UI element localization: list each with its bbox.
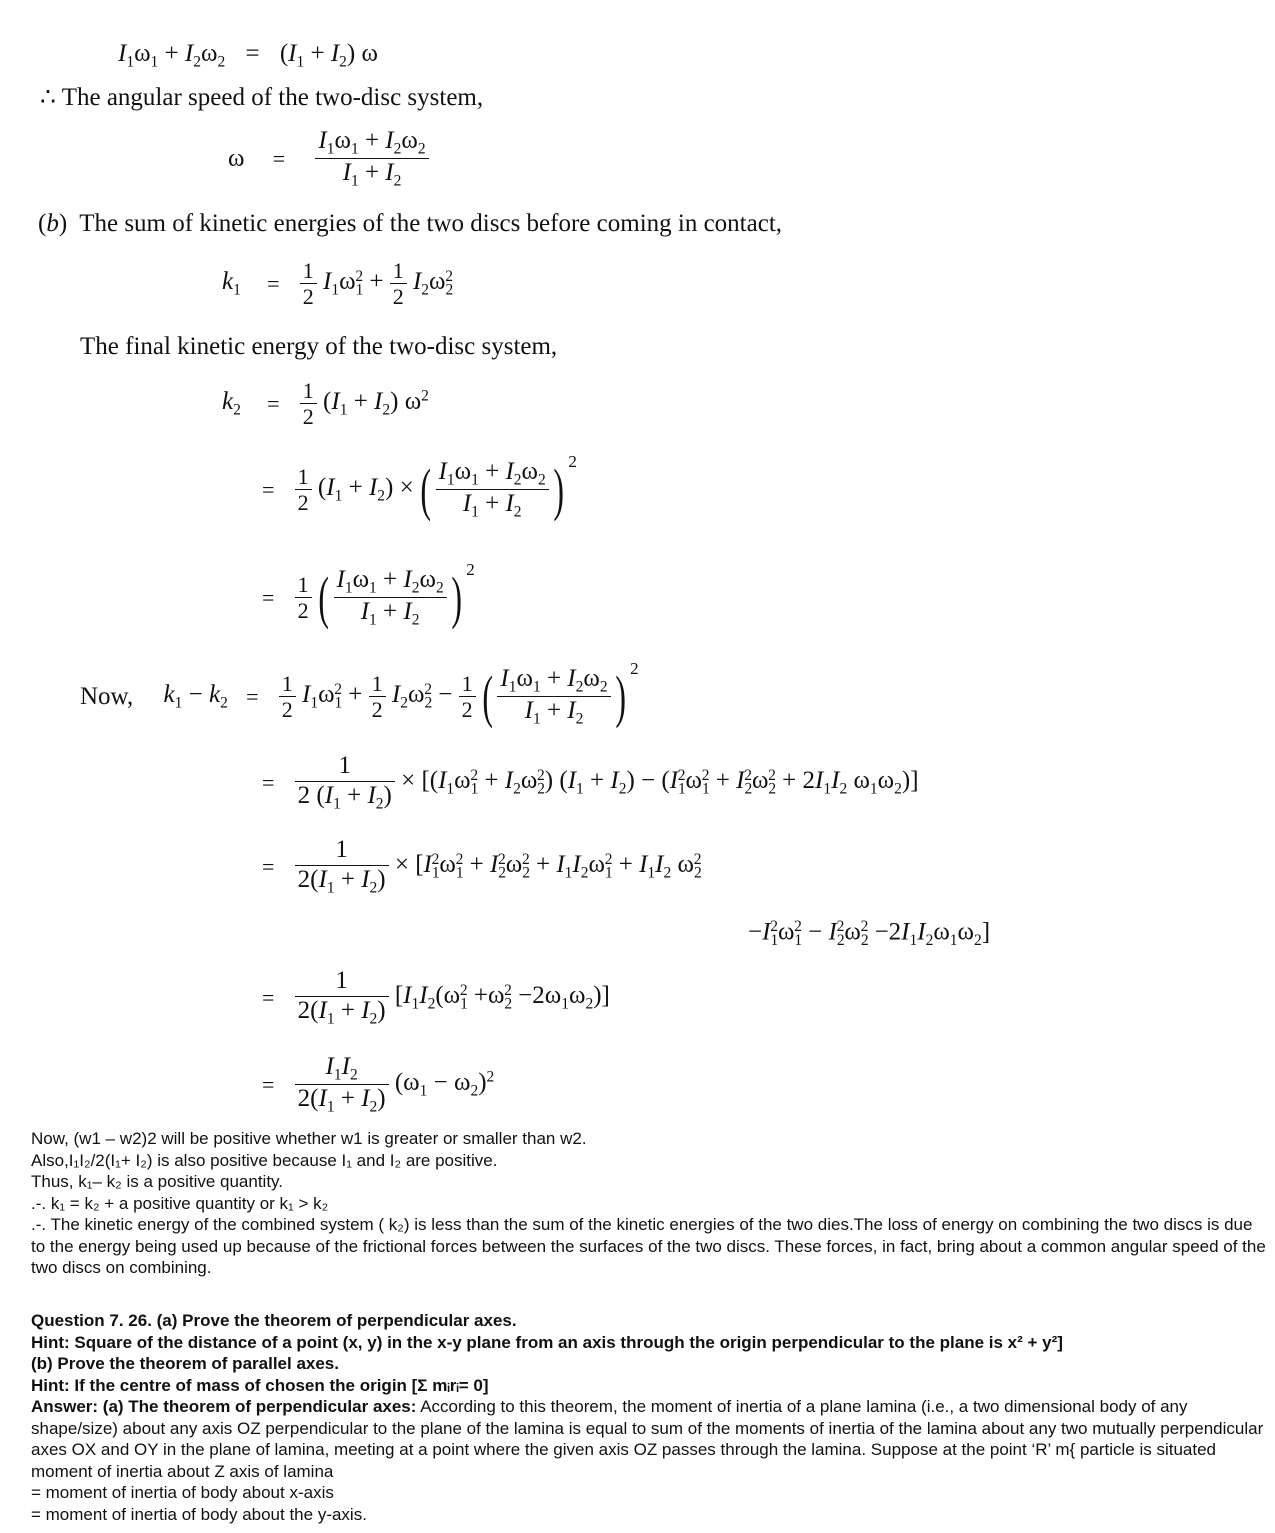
equation-k1-minus-k2: Now, $k_1 - k_2$ = $\frac{1}{2}$ $I_1\omega_1^2$ + $\frac{1}{2}$ $I_2\omega_2^2$ − $\frac{1}{2}$ ( $\frac{I_1\omega_1 + I_2\omega_2}{I_1 + I_2}$ ) 2 [80,659,639,729]
equation-expand-1: = $\frac{1}{2 (I_1 + I_2)}$ × [$(I_1\omega_1^2 + I_2\omega_2^2) (I_1 + I_2) - (I_1^2\omega_1^2 + I_2^2\omega_2^2 + 2I_1I_2$ $\omega_1\omega_2$)] [262,752,919,813]
text-angular-speed-intro: ∴ The angular speed of the two-disc system, [40,84,484,111]
text-part-b-sum-ke: (b) The sum of kinetic energies of the two discs before coming in contact, [38,210,783,237]
answer-line-x: = moment of inertia of body about x-axis [31,1483,334,1502]
answer-line-y: = moment of inertia of body about the y-axis. [31,1504,367,1524]
question-hint-2: Hint: If the centre of mass of chosen the origin [Σ mᵢrᵢ= 0] [31,1375,489,1395]
answer-paragraph [31,1396,1271,1482]
question-part-b: (b) Prove the theorem of parallel axes. [31,1354,339,1373]
equation-k2-line3: = $\frac{1}{2}$ ( $\frac{I_1\omega_1 + I_2\omega_2}{I_1 + I_2}$ ) 2 [262,560,475,630]
question-block [31,1310,1271,1525]
therefore-symbol: ∴ [40,84,56,111]
equation-momentum-conservation: $I_1\omega_1 + I_2\omega_2 = (I_1 + I_2)$ ω [118,40,378,71]
equation-k2-line1: $k_2$ = $\frac{1}{2}$ $(I_1 + I_2)$ $\omega^2$ [222,378,429,430]
label-now: Now, [80,682,134,710]
answer-text: According to this theorem, the moment of inertia of a plane lamina (i.e., a two dimensional body of any shape/size) about any axis OZ perpendicular to the plane of the lamina is equal to sum of the moments of inertia of the lamina about any two mutually perpendicular axes OX and OY in the plane of lamina, meeting at a point where the given axis OZ passes through the lamina. Suppose at the point ‘R’ m{ particle is situated moment of inertia about Z axis of lamina [31,1397,1264,1481]
explanation-line: Thus, k₁– k₂ is a positive quantity. [31,1172,284,1191]
question-title: Question 7. 26. (a) Prove the theorem of perpendicular axes. [31,1311,517,1330]
equation-expand-2-cont: $-I_1^2\omega_1^2 - I_2^2\omega_2^2 -2I_1I_2\omega_1\omega_2$] [748,918,991,949]
equation-expand-3: = $\frac{1}{2(I_1 + I_2)}$ $[I_1I_2(\omega_1^2 +\omega_2^2 -2\omega_1\omega_2)]$ [262,967,610,1028]
equation-k1: $k_1$ = $\frac{1}{2}$ $I_1\omega_1^2$ + $\frac{1}{2}$ $I_2\omega_2^2$ [222,258,454,310]
question-hint-1: Hint: Square of the distance of a point (x, y) in the x-y plane from an axis through the origin perpendicular to the plane is x² + y²] [31,1332,1063,1352]
explanation-line: Also,I₁I₂/2(I₁+ I₂) is also positive because I₁ and I₂ are positive. [31,1150,498,1170]
explanation-block [31,1128,1271,1279]
equation-omega: ω = $\frac{I_1\omega_1 + I_2\omega_2}{I_1 + I_2}$ [228,127,429,190]
equation-k2-line2: = $\frac{1}{2}$ $(I_1 + I_2)$ × ( $\frac{I_1\omega_1 + I_2\omega_2}{I_1 + I_2}$ ) 2 [262,452,577,522]
text-final-ke-intro: The final kinetic energy of the two-disc system, [80,333,558,360]
answer-label: Answer: (a) The theorem of perpendicular axes: [31,1397,417,1416]
explanation-line: .-. k₁ = k₂ + a positive quantity or k₁ > k₂ [31,1193,329,1213]
explanation-line: Now, (w1 – w2)2 will be positive whether w1 is greater or smaller than w2. [31,1129,587,1148]
explanation-paragraph: .-. The kinetic energy of the combined system ( k₂) is less than the sum of the kinetic energies of the two dies.The loss of energy on combining the two discs is due to the energy being used up because of the frictional forces between the surfaces of the two discs. These forces, in fact, bring about a common angular speed of the two discs on combining. [31,1215,1266,1277]
equation-result: = $\frac{I_1I_2}{2(I_1 + I_2)}$ $(\omega_1 - \omega_2)^2$ [262,1053,495,1116]
equation-expand-2: = $\frac{1}{2(I_1 + I_2)}$ × [$I_1^2\omega_1^2 + I_2^2\omega_2^2 + I_1I_2\omega_1^2 + I_1I_2$ $\omega_2^2$ [262,836,702,897]
